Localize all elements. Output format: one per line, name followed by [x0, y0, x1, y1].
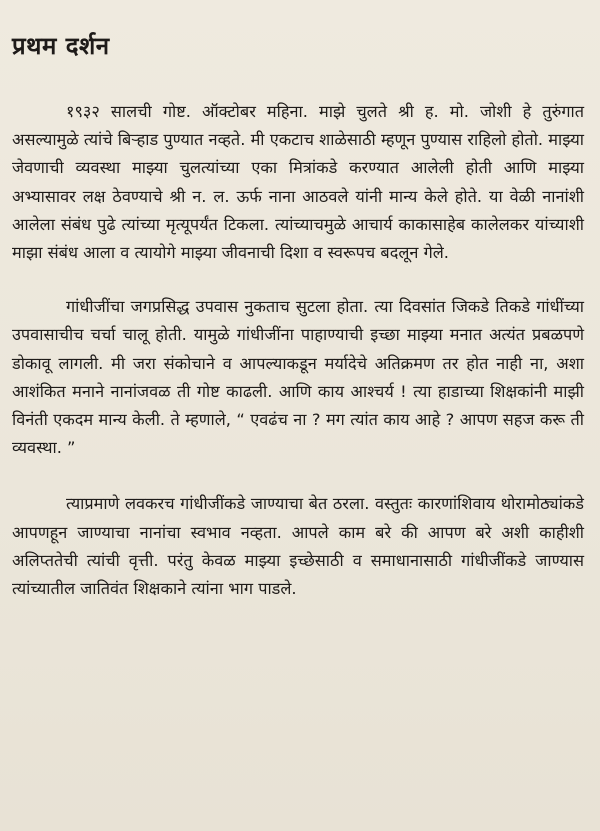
paragraph-gap — [12, 462, 584, 490]
paragraph-2 — [12, 293, 584, 462]
paragraph-gap — [12, 267, 584, 293]
paragraph-text: १९३२ सालची गोष्ट. ऑक्टोबर महिना. माझे चुलते श्री ह. मो. जोशी हे तुरुंगात असल्यामुळे त्यांचे बिऱ्हाड पुण्यात नव्हते. मी एकटाच शाळेसाठी म्हणून पुण्यास राहिलो होतो. माझ्या जेवणाची व्यवस्था माझ्या चुलत्यांच्या एका मित्रांकडे करण्यात आलेली होती आणि माझ्या अभ्यासावर लक्ष ठेवण्याचे श्री न. ल. ऊर्फ नाना आठवले यांनी मान्य केले होते. या वेळी नानांशी आलेला संबंध पुढे त्यांच्या मृत्यूपर्यंत टिकला. त्यांच्याचमुळे आचार्य काकासाहेब कालेलकर यांच्याशी माझा संबंध आला व त्यायोगे माझ्या जीवनाची दिशा व स्वरूपच बदलून गेले. — [12, 102, 584, 263]
paragraph-text: गांधीजींचा जगप्रसिद्ध उपवास नुकताच सुटला होता. त्या दिवसांत जिकडे तिकडे गांधींच्या उपवासाचीच चर्चा चालू होती. यामुळे गांधीजींना पाहाण्याची इच्छा माझ्या मनात अत्यंत प्रबळपणे डोकावू लागली. मी जरा संकोचाने व आपल्याकडून मर्यादेचे अतिक्रमण तर होत नाही ना, अशा आशंकित मनाने नानांजवळ ती गोष्ट काढली. आणि काय आश्चर्य ! त्या हाडाच्या शिक्षकांनी माझी विनंती एकदम मान्य केली. ते म्हणाले, “ एवढंच ना ? मग त्यांत काय आहे ? आपण सहज करू ती व्यवस्था. ” — [12, 297, 584, 458]
paragraph-text: त्याप्रमाणे लवकरच गांधीजींकडे जाण्याचा बेत ठरला. वस्तुतः कारणांशिवाय थोरामोठ्यांकडे आपणहून जाण्याचा नानांचा स्वभाव नव्हता. आपले काम बरे की आपण बरे अशी काहीशी अलिप्ततेची त्यांची वृत्ती. परंतु केवळ माझ्या इच्छेसाठी व समाधानासाठी गांधीजींकडे जाण्यास त्यांच्यातील जातिवंत शिक्षकाने त्यांना भाग पाडले. — [12, 494, 584, 599]
paragraph-3 — [12, 490, 584, 603]
paragraph-1 — [12, 98, 584, 267]
chapter-title: प्रथम दर्शन — [12, 32, 110, 60]
